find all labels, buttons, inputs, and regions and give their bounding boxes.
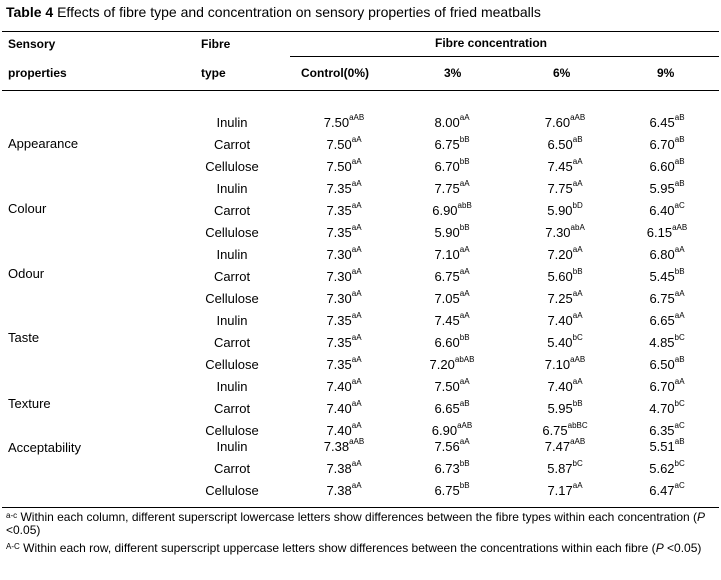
value-cell [324, 115, 364, 130]
value-number: 6.70 [649, 379, 675, 394]
value-cell [649, 357, 684, 372]
value-superscript: aA [572, 311, 583, 320]
value-superscript: bC [572, 333, 583, 342]
value-superscript: aA [351, 355, 362, 364]
value-cell [545, 225, 585, 240]
value-cell [326, 423, 361, 438]
value-superscript: bB [459, 481, 470, 490]
value-superscript: bC [674, 459, 685, 468]
value-cell [547, 137, 582, 152]
fibre-type-cell: Carrot [213, 137, 251, 152]
value-superscript: aA [572, 289, 583, 298]
value-number: 7.35 [326, 335, 352, 350]
property-label: Taste [8, 330, 40, 345]
value-number: 6.45 [649, 115, 675, 130]
value-superscript: aA [459, 113, 470, 122]
header-fibre-1: Fibre [201, 37, 231, 51]
value-cell [326, 461, 361, 476]
header-col-9: 9% [657, 66, 675, 80]
value-cell [434, 313, 469, 328]
value-number: 6.65 [434, 401, 460, 416]
footnote-2-sup: A-C [6, 542, 20, 551]
fibre-type-cell: Inulin [216, 115, 248, 130]
value-superscript: bC [674, 399, 685, 408]
table-label: Table 4 [6, 4, 54, 20]
value-cell [326, 181, 361, 196]
property-label: Texture [8, 396, 51, 411]
value-superscript: aA [351, 179, 362, 188]
value-superscript: aA [351, 289, 362, 298]
value-cell [434, 247, 469, 262]
fibre-type-cell: Inulin [216, 247, 248, 262]
value-superscript: aA [351, 267, 362, 276]
value-cell [547, 483, 582, 498]
value-number: 6.70 [649, 137, 675, 152]
header-concentration: Fibre concentration [435, 36, 548, 50]
value-cell [326, 401, 361, 416]
value-number: 6.80 [649, 247, 675, 262]
value-number: 7.05 [434, 291, 460, 306]
header-sensory-2: properties [8, 66, 67, 80]
value-number: 6.73 [434, 461, 460, 476]
value-cell [649, 313, 684, 328]
value-cell [547, 379, 582, 394]
value-number: 7.50 [434, 379, 460, 394]
value-number: 6.50 [547, 137, 573, 152]
value-superscript: aAB [349, 113, 365, 122]
value-number: 5.60 [547, 269, 573, 284]
value-number: 6.60 [649, 159, 675, 174]
footnote-1-tail: <0.05) [6, 523, 41, 537]
value-superscript: bB [674, 267, 685, 276]
fibre-type-cell: Inulin [216, 181, 248, 196]
value-cell [326, 379, 361, 394]
property-label: Odour [8, 266, 45, 281]
value-number: 7.35 [326, 357, 352, 372]
value-superscript: abB [457, 201, 472, 210]
value-cell [430, 357, 475, 372]
value-cell [545, 439, 585, 454]
value-cell [326, 247, 361, 262]
table-caption [6, 4, 541, 20]
value-superscript: aA [351, 333, 362, 342]
value-cell [649, 291, 684, 306]
value-cell [547, 181, 582, 196]
value-cell [432, 203, 472, 218]
property-label: Colour [8, 201, 47, 216]
value-cell [326, 137, 361, 152]
fibre-type-cell: Inulin [216, 313, 248, 328]
value-cell [547, 335, 583, 350]
value-cell [547, 269, 582, 284]
value-number: 7.56 [434, 439, 460, 454]
value-superscript: aA [674, 311, 685, 320]
property-label: Appearance [8, 136, 79, 151]
value-cell [326, 159, 361, 174]
value-number: 7.30 [545, 225, 571, 240]
value-number: 4.85 [649, 335, 675, 350]
value-cell [434, 181, 469, 196]
value-superscript: aAB [570, 437, 586, 446]
value-number: 7.35 [326, 313, 352, 328]
value-cell [434, 379, 469, 394]
fibre-type-cell: Cellulose [205, 483, 259, 498]
value-number: 8.00 [434, 115, 460, 130]
value-superscript: aB [674, 157, 685, 166]
value-superscript: abAB [454, 355, 475, 364]
value-superscript: aA [572, 481, 583, 490]
value-superscript: aAB [570, 355, 586, 364]
rule-header-bottom [2, 90, 719, 91]
fibre-type-cell: Cellulose [205, 423, 259, 438]
value-cell [434, 439, 469, 454]
value-cell [547, 247, 582, 262]
value-superscript: aA [351, 481, 362, 490]
value-number: 6.40 [649, 203, 675, 218]
value-number: 7.35 [326, 181, 352, 196]
value-cell [434, 461, 469, 476]
value-superscript: aA [351, 421, 362, 430]
value-cell [434, 225, 469, 240]
value-number: 7.45 [547, 159, 573, 174]
value-superscript: aA [459, 437, 470, 446]
value-number: 5.45 [649, 269, 675, 284]
value-number: 6.75 [649, 291, 675, 306]
value-superscript: aB [459, 399, 470, 408]
property-label: Acceptability [8, 440, 81, 455]
value-cell [649, 461, 685, 476]
value-number: 7.60 [544, 115, 571, 130]
value-cell [649, 137, 684, 152]
value-cell [649, 159, 684, 174]
value-number: 5.62 [649, 461, 675, 476]
value-superscript: aAB [349, 437, 365, 446]
value-number: 4.70 [649, 401, 675, 416]
value-superscript: bB [459, 333, 470, 342]
value-number: 7.30 [326, 291, 352, 306]
header-col-3: 3% [444, 66, 462, 80]
value-cell [649, 423, 685, 438]
value-number: 7.20 [429, 357, 455, 372]
value-number: 7.30 [326, 269, 352, 284]
value-superscript: aA [351, 135, 362, 144]
value-superscript: aB [674, 437, 685, 446]
value-number: 7.47 [544, 439, 571, 454]
value-number: 7.40 [326, 423, 352, 438]
value-cell [326, 203, 361, 218]
value-cell [434, 291, 469, 306]
value-number: 7.35 [326, 203, 352, 218]
value-cell [326, 335, 361, 350]
value-superscript: aA [572, 377, 583, 386]
value-superscript: aA [459, 179, 470, 188]
value-cell [649, 401, 685, 416]
footnote-2-tail: <0.05) [663, 541, 702, 555]
value-superscript: aA [572, 157, 583, 166]
value-superscript: bB [572, 267, 583, 276]
value-cell [542, 423, 587, 438]
value-number: 6.90 [431, 423, 458, 438]
value-superscript: aC [674, 481, 685, 490]
footnote-uppercase [6, 542, 718, 555]
value-number: 6.75 [434, 269, 460, 284]
value-cell [326, 483, 361, 498]
footnote-lowercase [6, 511, 718, 537]
value-number: 5.87 [547, 461, 573, 476]
value-cell [434, 401, 469, 416]
value-superscript: bB [459, 459, 470, 468]
value-number: 6.75 [434, 483, 460, 498]
value-cell [326, 269, 361, 284]
value-cell [326, 291, 361, 306]
fibre-type-cell: Carrot [213, 269, 251, 284]
value-cell [649, 115, 684, 130]
value-number: 7.30 [326, 247, 352, 262]
value-cell [434, 269, 469, 284]
value-cell [434, 115, 469, 130]
value-cell [434, 159, 469, 174]
value-superscript: aA [351, 459, 362, 468]
value-cell [326, 225, 361, 240]
fibre-type-cell: Cellulose [205, 291, 259, 306]
value-number: 7.40 [547, 313, 573, 328]
value-number: 6.70 [434, 159, 460, 174]
value-superscript: aA [459, 267, 470, 276]
header-col-control: Control(0%) [301, 66, 369, 80]
value-superscript: bB [459, 135, 470, 144]
fibre-type-cell: Inulin [216, 439, 248, 454]
value-number: 7.20 [547, 247, 573, 262]
value-superscript: aB [674, 135, 685, 144]
value-number: 7.50 [323, 115, 350, 130]
value-number: 7.75 [434, 181, 460, 196]
value-cell [547, 313, 582, 328]
value-superscript: abBC [567, 421, 588, 430]
value-cell [649, 181, 684, 196]
footnote-1-sup: a-c [6, 511, 18, 520]
value-cell [434, 483, 469, 498]
value-number: 5.90 [434, 225, 460, 240]
value-number: 6.35 [649, 423, 675, 438]
fibre-type-cell: Carrot [213, 401, 251, 416]
table-title: Effects of fibre type and concentration on sensory properties of fried meatballs [53, 4, 541, 20]
value-cell [649, 203, 685, 218]
value-superscript: aAB [672, 223, 688, 232]
value-number: 7.25 [547, 291, 573, 306]
value-cell [545, 115, 585, 130]
value-cell [547, 401, 582, 416]
value-cell [547, 159, 582, 174]
value-superscript: bC [572, 459, 583, 468]
value-superscript: aB [572, 135, 583, 144]
value-superscript: aA [351, 223, 362, 232]
value-superscript: aA [674, 377, 685, 386]
value-cell [547, 461, 583, 476]
value-cell [647, 225, 687, 240]
fibre-type-cell: Cellulose [205, 225, 259, 240]
fibre-type-cell: Cellulose [205, 357, 259, 372]
value-number: 6.75 [434, 137, 460, 152]
value-superscript: abA [570, 223, 585, 232]
value-superscript: aC [674, 201, 685, 210]
value-number: 5.90 [547, 203, 573, 218]
value-superscript: aA [459, 289, 470, 298]
value-superscript: aA [351, 311, 362, 320]
value-superscript: aAB [457, 421, 473, 430]
value-cell [547, 203, 583, 218]
rule-bottom [2, 507, 719, 508]
value-superscript: bD [572, 201, 583, 210]
fibre-type-cell: Carrot [213, 335, 251, 350]
value-number: 6.75 [542, 423, 568, 438]
value-number: 7.50 [326, 137, 352, 152]
rule-concentration [290, 56, 719, 57]
value-cell [547, 291, 582, 306]
value-number: 6.90 [432, 203, 458, 218]
value-superscript: aC [674, 421, 685, 430]
value-superscript: bB [459, 223, 470, 232]
value-cell [324, 439, 364, 454]
value-cell [434, 137, 469, 152]
value-number: 7.40 [326, 401, 352, 416]
value-superscript: aA [572, 245, 583, 254]
value-superscript: aA [572, 179, 583, 188]
value-superscript: aA [351, 377, 362, 386]
value-number: 7.45 [434, 313, 460, 328]
header-col-6: 6% [553, 66, 571, 80]
value-superscript: aA [459, 245, 470, 254]
value-superscript: bC [674, 333, 685, 342]
value-cell [649, 247, 684, 262]
footnote-1-text: Within each column, different superscript lowercase letters show differences between the fibre types within each concentration ( [17, 510, 698, 524]
value-number: 7.38 [326, 483, 352, 498]
fibre-type-cell: Carrot [213, 203, 251, 218]
value-number: 7.75 [547, 181, 573, 196]
value-cell [649, 269, 684, 284]
fibre-type-cell: Inulin [216, 379, 248, 394]
header-sensory-1: Sensory [8, 37, 56, 51]
value-superscript: bB [572, 399, 583, 408]
value-number: 7.50 [326, 159, 352, 174]
value-number: 7.17 [547, 483, 573, 498]
value-number: 5.95 [649, 181, 675, 196]
value-superscript: aA [674, 289, 685, 298]
value-number: 5.40 [547, 335, 573, 350]
value-cell [649, 379, 684, 394]
value-superscript: aB [674, 179, 685, 188]
value-superscript: aA [459, 377, 470, 386]
value-cell [649, 335, 685, 350]
value-superscript: aA [351, 399, 362, 408]
value-number: 7.40 [547, 379, 573, 394]
value-superscript: bB [459, 157, 470, 166]
value-superscript: aA [351, 201, 362, 210]
value-cell [649, 439, 684, 454]
value-cell [326, 313, 361, 328]
value-number: 7.10 [434, 247, 460, 262]
value-cell [434, 335, 469, 350]
value-number: 7.35 [326, 225, 352, 240]
value-number: 7.10 [544, 357, 571, 372]
value-number: 7.38 [323, 439, 350, 454]
header-fibre-2: type [201, 66, 226, 80]
value-cell [545, 357, 585, 372]
value-superscript: aAB [570, 113, 586, 122]
value-superscript: aB [674, 113, 685, 122]
value-superscript: aA [351, 157, 362, 166]
rule-top [2, 31, 719, 32]
value-number: 6.65 [649, 313, 675, 328]
value-number: 6.47 [649, 483, 675, 498]
value-superscript: aA [459, 311, 470, 320]
value-number: 5.95 [547, 401, 573, 416]
fibre-type-cell: Cellulose [205, 159, 259, 174]
value-cell [326, 357, 361, 372]
footnote-2-p: P [655, 541, 664, 555]
value-superscript: aA [674, 245, 685, 254]
value-number: 7.40 [326, 379, 352, 394]
value-superscript: aB [674, 355, 685, 364]
footnote-2-text: Within each row, different superscript uppercase letters show differences between the concentrations within each fibre ( [19, 541, 656, 555]
value-number: 7.38 [326, 461, 352, 476]
value-superscript: aA [351, 245, 362, 254]
value-cell [649, 483, 685, 498]
fibre-type-cell: Carrot [213, 461, 251, 476]
value-number: 6.15 [646, 225, 673, 240]
value-number: 6.50 [649, 357, 675, 372]
value-number: 6.60 [434, 335, 460, 350]
value-cell [432, 423, 472, 438]
footnote-1-p: P [697, 510, 706, 524]
value-number: 5.51 [649, 439, 675, 454]
